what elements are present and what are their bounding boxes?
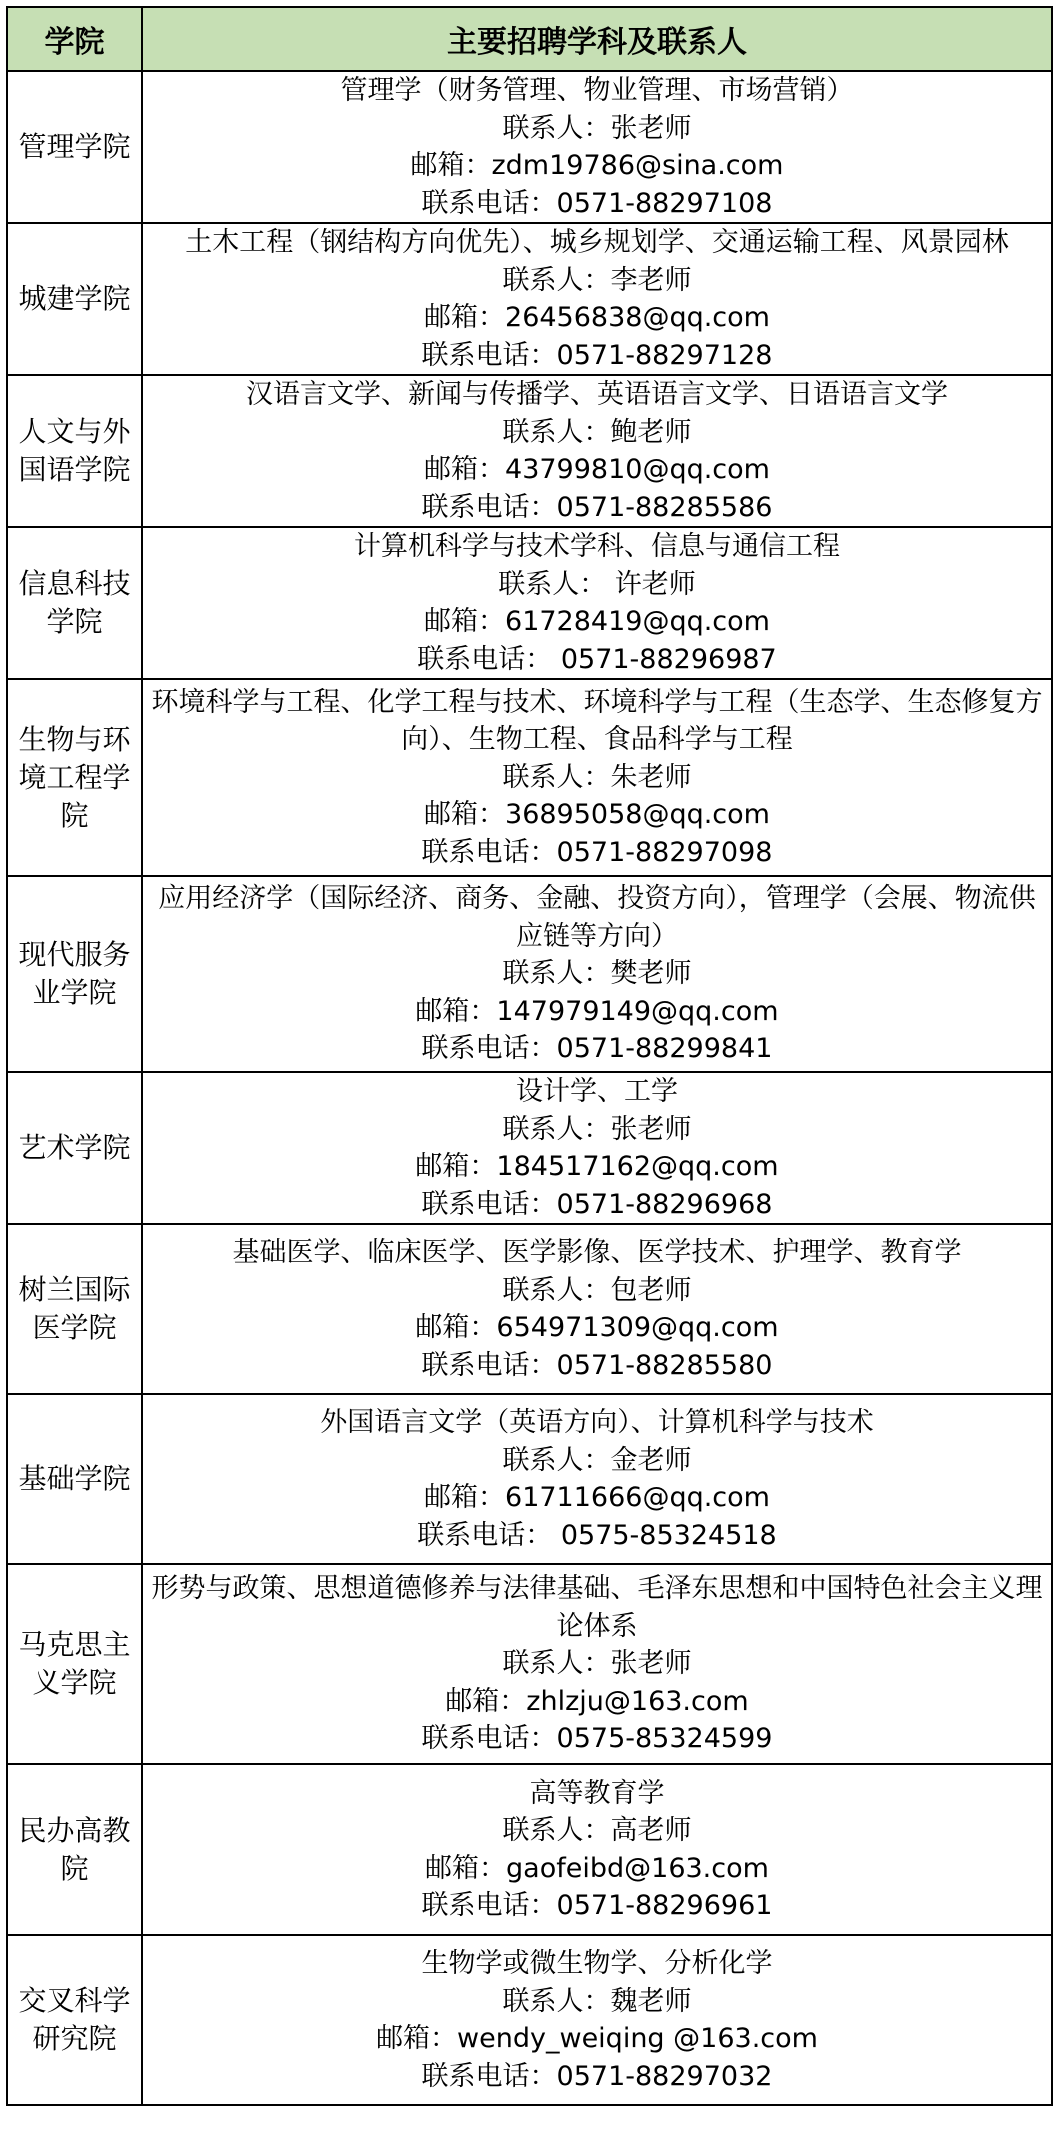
contact-person: 联系人：张老师 [502,112,692,144]
college-detail [142,71,1052,223]
subjects-text: 环境科学与工程、化学工程与技术、环境科学与工程（生态学、生态修复方向）、生物工程、食品科学与工程 [151,686,1043,756]
recruitment-table [6,6,1053,2106]
header-subjects-contacts: 主要招聘学科及联系人 [142,7,1052,71]
contact-phone: 联系电话：0571-88285586 [421,491,773,523]
contact-person: 联系人：高老师 [502,1815,692,1846]
college-detail [142,679,1052,876]
contact-email: 邮箱：61728419@qq.com [424,606,770,637]
contact-phone: 联系电话：0575-85324599 [421,1723,773,1755]
contact-phone: 联系电话：0571-88297032 [421,2060,773,2092]
contact-phone: 联系电话：0571-88299841 [421,1033,773,1065]
table-row [7,375,1052,527]
contact-person: 联系人：金老师 [502,1444,692,1476]
subjects-text: 管理学（财务管理、物业管理、市场营销） [340,75,854,106]
contact-phone: 联系电话：0571-88297128 [421,339,773,371]
contact-email: 邮箱：36895058@qq.com [424,799,770,831]
college-name-text: 民办高教院 [18,1813,131,1885]
college-name [7,1224,142,1394]
college-name-text: 管理学院 [18,130,131,163]
table-row [7,223,1052,375]
contact-email: 邮箱：654971309@qq.com [415,1312,779,1343]
contact-person: 联系人：魏老师 [502,1985,692,2017]
contact-email: 邮箱：61711666@qq.com [424,1482,770,1513]
contact-email: 邮箱：26456838@qq.com [424,302,770,333]
table-row [7,1564,1052,1764]
college-detail [142,375,1052,527]
contact-email: 邮箱：147979149@qq.com [415,995,779,1027]
contact-email: 邮箱：zdm19786@sina.com [410,150,784,181]
contact-phone: 联系电话：0571-88296961 [421,1890,773,1921]
college-name [7,1564,142,1764]
college-name [7,1764,142,1935]
college-name-text: 现代服务业学院 [18,938,131,1009]
contact-person: 联系人：朱老师 [502,761,692,793]
subjects-text: 应用经济学（国际经济、商务、金融、投资方向），管理学（会展、物流供应链等方向） [158,883,1036,952]
table-row [7,527,1052,679]
college-detail [142,223,1052,375]
table-row [7,71,1052,223]
college-name [7,375,142,527]
college-detail [142,1072,1052,1224]
college-name [7,223,142,375]
college-name [7,71,142,223]
header-college: 学院 [7,7,142,71]
table-row [7,1224,1052,1394]
contact-person: 联系人：包老师 [502,1274,692,1306]
subjects-text: 生物学或微生物学、分析化学 [421,1948,773,1979]
contact-person: 联系人：张老师 [502,1648,692,1680]
college-name [7,1935,142,2105]
college-detail [142,1224,1052,1394]
subjects-text: 设计学、工学 [516,1076,678,1107]
subjects-text: 高等教育学 [529,1777,665,1809]
college-detail [142,527,1052,679]
college-name [7,527,142,679]
table-header-row [7,7,1052,71]
contact-person: 联系人：张老师 [502,1113,692,1145]
college-detail [142,1394,1052,1564]
college-detail [142,1764,1052,1935]
table-row [7,1935,1052,2105]
table-row [7,1072,1052,1224]
contact-email: 邮箱：wendy_weiqing @163.com [376,2023,818,2054]
college-name-text: 信息科技学院 [18,567,131,638]
contact-email: 邮箱：184517162@qq.com [415,1151,779,1182]
table-row [7,876,1052,1072]
college-name [7,1072,142,1224]
college-name-text: 交叉科学研究院 [18,1984,131,2055]
college-detail [142,876,1052,1072]
contact-phone: 联系电话： 0575-85324518 [417,1519,777,1551]
contact-email: 邮箱：gaofeibd@163.com [425,1852,769,1884]
contact-person: 联系人：李老师 [502,264,692,296]
college-name [7,876,142,1072]
contact-person: 联系人：樊老师 [502,958,692,990]
subjects-text: 汉语言文学、新闻与传播学、英语语言文学、日语语言文学 [246,379,948,410]
table-row [7,1394,1052,1564]
college-detail [142,1935,1052,2105]
college-name-text: 基础学院 [18,1462,131,1495]
subjects-text: 基础医学、临床医学、医学影像、医学技术、护理学、教育学 [232,1237,962,1268]
college-name [7,1394,142,1564]
college-name-text: 城建学院 [18,282,131,315]
table-row [7,1764,1052,1935]
subjects-text: 形势与政策、思想道德修养与法律基础、毛泽东思想和中国特色社会主义理论体系 [151,1573,1043,1642]
contact-person: 联系人： 许老师 [498,568,696,600]
subjects-text: 计算机科学与技术学科、信息与通信工程 [354,531,840,562]
table-row [7,679,1052,876]
college-name-text: 马克思主义学院 [18,1628,131,1699]
contact-person: 联系人：鲍老师 [502,416,692,448]
subjects-text: 土木工程（钢结构方向优先）、城乡规划学、交通运输工程、风景园林 [185,227,1009,258]
contact-phone: 联系电话： 0571-88296987 [417,643,777,675]
college-name-text: 人文与外国语学院 [18,415,131,486]
college-name [7,679,142,876]
contact-phone: 联系电话：0571-88297098 [421,836,773,868]
contact-phone: 联系电话：0571-88285580 [421,1349,773,1381]
college-name-text: 艺术学院 [18,1131,131,1164]
subjects-text: 外国语言文学（英语方向）、计算机科学与技术 [320,1407,874,1438]
college-detail [142,1564,1052,1764]
college-name-text: 树兰国际医学院 [18,1273,131,1344]
contact-email: 邮箱：43799810@qq.com [424,454,770,485]
contact-phone: 联系电话：0571-88297108 [421,187,773,219]
contact-email: 邮箱：zhlzju@163.com [445,1685,749,1717]
college-name-text: 生物与环境工程学院 [18,722,131,832]
contact-phone: 联系电话：0571-88296968 [421,1188,773,1220]
